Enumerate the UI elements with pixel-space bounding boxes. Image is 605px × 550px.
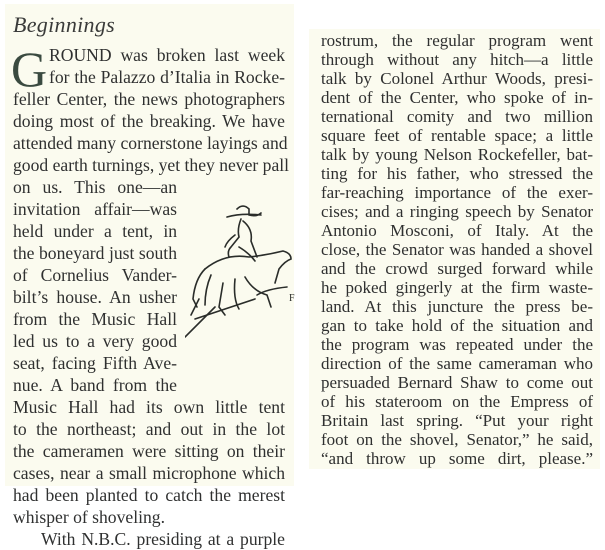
- text-line: had been planted to catch the merest: [13, 485, 285, 505]
- text-line: close, the Senator was handed a shovel: [321, 240, 593, 259]
- text-line: to the northeast; and out in the lot: [13, 419, 285, 439]
- text-line: he poked gingerly at the firm waste-: [321, 278, 593, 297]
- text-line: good earth turnings, yet they never pall: [13, 155, 290, 175]
- article-heading: Beginnings: [13, 12, 115, 37]
- text-line: Britain last spring. “Put your right: [321, 411, 593, 430]
- text-line: from the Music Hall: [13, 309, 177, 329]
- text-line: talk by Colonel Arthur Woods, presi-: [321, 69, 593, 88]
- text-line: of Cornelius Vander-: [13, 265, 177, 285]
- text-line: seat, facing Fifth Ave-: [13, 353, 177, 373]
- text-line: doing most of the breaking. We have: [13, 111, 285, 131]
- text-line: nue. A band from the: [13, 375, 177, 395]
- text-line: square feet of rentable space; a little: [321, 126, 593, 145]
- text-line: gan to take hold of the situation and: [321, 316, 593, 335]
- text-line: Music Hall had its own little tent: [13, 397, 285, 417]
- text-line: feller Center, the news photographers: [13, 89, 285, 109]
- text-line: invitation affair—was: [13, 199, 177, 219]
- text-line: of his stateroom on the Empress of: [321, 392, 593, 411]
- text-line: ternational comity and two million: [321, 107, 593, 126]
- text-line: on us. This one—an: [13, 177, 177, 197]
- text-line: led us to a very good: [13, 331, 177, 351]
- text-line: attended many cornerstone layings and: [13, 133, 288, 153]
- text-line: dent of the Center, who spoke of in-: [321, 88, 593, 107]
- text-line: and the crowd surged forward while: [321, 259, 593, 278]
- text-line: direction of the same cameraman who: [321, 354, 593, 373]
- text-line: cises; and a ringing speech by Senator: [321, 202, 593, 221]
- text-line: foot on the shovel, Senator,” he said,: [321, 430, 593, 449]
- text-line: the boneyard just south: [13, 243, 177, 263]
- text-line: far-reaching importance of the exer-: [321, 183, 593, 202]
- left-column: [5, 4, 295, 549]
- text-line: ROUND was broken last week: [49, 45, 285, 65]
- text-line: Antonio Mosconi, of Italy. At the: [321, 221, 593, 240]
- text-line: the cameramen were sitting on their: [13, 441, 285, 461]
- cowboy-on-horse-sketch-icon: [185, 199, 297, 339]
- svg-text:F: F: [289, 293, 295, 304]
- text-line: bilt’s house. An usher: [13, 287, 177, 307]
- text-line: With N.B.C. presiding at a purple: [41, 529, 285, 549]
- text-line: whisper of shoveling.: [13, 507, 165, 527]
- text-line: ting for his father, who stressed the: [321, 164, 593, 183]
- text-line: cases, near a small microphone which: [13, 463, 285, 483]
- text-line: rostrum, the regular program went: [321, 31, 593, 50]
- text-line: held under a tent, in: [13, 221, 177, 241]
- text-line: land. At this juncture the press be-: [321, 297, 593, 316]
- text-line: persuaded Bernard Shaw to come out: [321, 373, 593, 392]
- text-line: talk by young Nelson Rockefeller, bat-: [321, 145, 593, 164]
- right-column: [309, 29, 600, 469]
- text-line: through without any hitch—a little: [321, 50, 593, 69]
- text-line: “and throw up some dirt, please.”: [321, 449, 593, 468]
- text-line: the program was repeated under the: [321, 335, 593, 354]
- text-line: for the Palazzo d’Italia in Rocke-: [49, 67, 285, 87]
- drop-cap: G: [11, 41, 48, 97]
